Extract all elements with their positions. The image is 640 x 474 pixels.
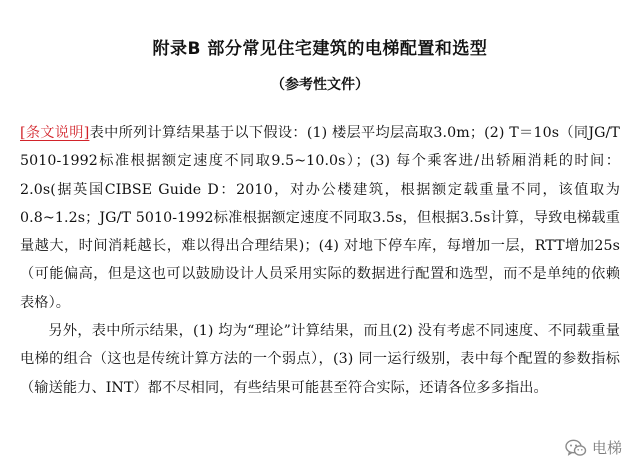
page-title: 附录B 部分常见住宅建筑的电梯配置和选型: [152, 39, 488, 59]
document-body: [20, 119, 620, 402]
watermark: [565, 437, 622, 458]
watermark-text: 电梯: [591, 439, 622, 457]
note-tag: [条文说明]: [20, 125, 90, 141]
paragraph-2: 另外，表中所示结果，(1) 均为“理论”计算结果，而且(2) 没有考虑不同速度、不同载重量电梯的组合（这也是传统计算方法的一个弱点），(3) 同一运行级别，表中每个配置的参数指标（输送能力、INT）都不尽相同，有些结果可能甚至符合实际，还请各位多多指出。: [20, 323, 620, 396]
page-subtitle: （参考性文件）: [271, 77, 369, 93]
wechat-icon: [565, 439, 587, 457]
paragraph-note: [20, 119, 620, 317]
paragraph-1-text: 表中所列计算结果基于以下假设：(1) 楼层平均层高取3.0m；(2) T＝10s（同JG/T 5010-1992标准根据额定速度不同取9.5~10.0s）；(3) 每个乘客进/出轿厢消耗的时间：2.0s(据英国CIBSE Guide D：2010，对办公楼建筑，根据额定载重量不同，该值取为0.8~1.2s；JG/T 5010-1992标准根据额定速度不同取3.5s，但根据3.5s计算，导致电梯载重量越大，时间消耗越长，难以得出合理结果)；(4) 对地下停车库，每增加一层，RTT增加25s（可能偏高，但是这也可以鼓励设计人员采用实际的数据进行配置和选型，而不是单纯的依赖表格）。: [20, 125, 620, 311]
